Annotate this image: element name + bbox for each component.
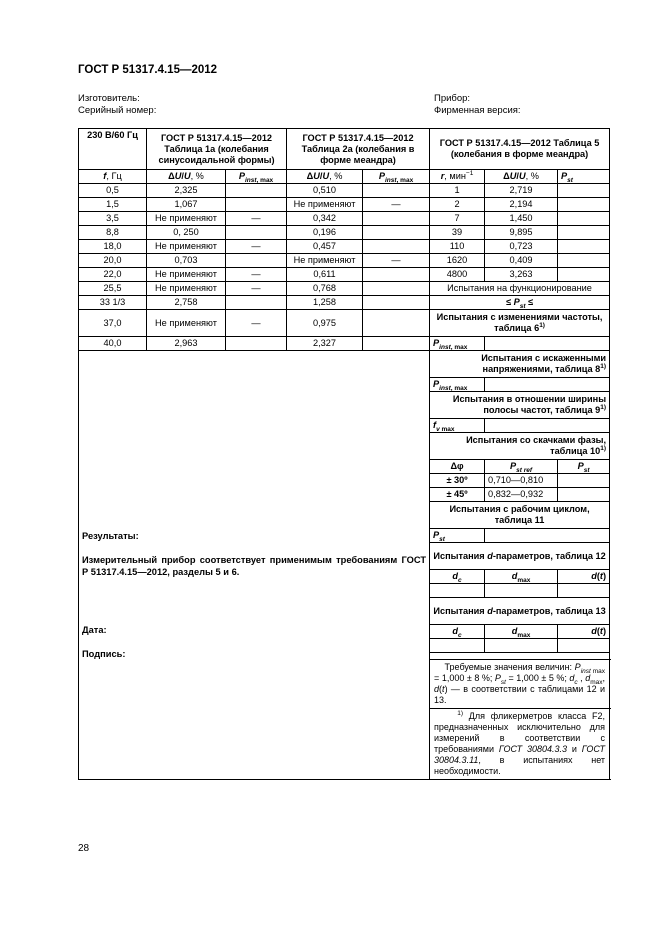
p-inst-2a-cell (363, 226, 430, 240)
du-u-1a-cell: 0,703 (147, 254, 226, 268)
du-u-header-1a: ΔU/U, % (147, 170, 226, 184)
du-u-1a-cell: 0, 250 (147, 226, 226, 240)
p-inst-max-label: $P_{inst, max}$ (430, 337, 485, 351)
dmax-header: $d_{max}$ (485, 625, 558, 639)
table-row (79, 198, 610, 212)
du-u-1a-cell: Не применяют (147, 310, 226, 337)
p-inst-1a-cell (226, 296, 287, 310)
du-u-5-cell: 0,409 (485, 254, 558, 268)
mains-header: 230 В/60 Гц (79, 129, 147, 170)
p-inst-2a-cell (363, 212, 430, 226)
du-u-1a-cell: Не применяют (147, 240, 226, 254)
du-u-header-5: ΔU/U, % (485, 170, 558, 184)
du-u-2a-cell: 0,768 (287, 282, 363, 296)
du-u-1a-cell: 1,067 (147, 198, 226, 212)
signature-label: Подпись: (82, 649, 126, 659)
phase-30-pst (558, 474, 610, 488)
du-u-1a-cell: 2,758 (147, 296, 226, 310)
du-u-5-cell: 2,719 (485, 184, 558, 198)
du-u-1a-cell: 2,325 (147, 184, 226, 198)
f-cell: 20,0 (79, 254, 147, 268)
du-u-5-cell: 0,723 (485, 240, 558, 254)
p-inst-2a-cell: — (363, 198, 430, 212)
p-st-header: $P_{st}$ (558, 170, 610, 184)
f-cell: 1,5 (79, 198, 147, 212)
du-u-2a-cell: 1,258 (287, 296, 363, 310)
fv-max-value (485, 419, 610, 433)
du-u-2a-cell: Не применяют (287, 254, 363, 268)
table-row (79, 337, 610, 351)
phase-45: ± 45º (430, 488, 485, 502)
du-u-2a-cell: 2,327 (287, 337, 363, 351)
p-st-cell (558, 268, 610, 282)
required-values-note: Требуемые значения величин: $P_{inst max} = 1,000 \pm 8$ %; $P_{st} = 1,000 \pm 5$ %; $d_c$ , $d_{max}$, d(t) — в соответствии с таблицами 12 и 13. (430, 660, 610, 709)
dc-value (430, 584, 485, 598)
document-title: ГОСТ Р 51317.4.15—2012 (78, 64, 218, 76)
du-u-header-2a: ΔU/U, % (287, 170, 363, 184)
dt-value (558, 584, 610, 598)
p-inst-1a-cell: — (226, 212, 287, 226)
dmax-header: $d_{max}$ (485, 570, 558, 584)
fv-max-label: $f_{v max}$ (430, 419, 485, 433)
manufacturer-label: Изготовитель: (78, 93, 140, 104)
p-inst-1a-cell (226, 198, 287, 212)
r-cell: 39 (430, 226, 485, 240)
p-inst-2a-cell (363, 268, 430, 282)
table-row (79, 310, 610, 337)
p-st-cell (558, 254, 610, 268)
footnote: $^{1)}$ Для фликерметров класса F2, предназначенных исключительно для измерений в соответствии с требованиями ГОСТ 30804.3.3 и ГОСТ 30804.3.11, в испытаниях нет необходимости. (430, 709, 610, 780)
d-param-test-13: Испытания d-параметров, таблица 13 (430, 598, 610, 625)
f-cell: 40,0 (79, 337, 147, 351)
results-label: Результаты: (82, 531, 139, 541)
test-results-table (78, 128, 610, 780)
p-inst-max-value (485, 378, 610, 392)
pst-header: $P_{st}$ (558, 460, 610, 474)
p-inst-1a-cell: — (226, 240, 287, 254)
subheader-row (79, 170, 610, 184)
f-cell: 8,8 (79, 226, 147, 240)
p-inst-1a-cell (226, 337, 287, 351)
p-st-cell (558, 198, 610, 212)
table-row (79, 184, 610, 198)
pst-label: $P_{st}$ (430, 529, 485, 543)
bandwidth-test: Испытания в отношении ширины полосы частот, таблица 9$^{1)}$ (430, 392, 610, 419)
phase-30: ± 30º (430, 474, 485, 488)
du-u-5-cell: 3,263 (485, 268, 558, 282)
compliance-statement: Измерительный прибор соответствует применимым требованиям ГОСТ Р 51317.4.15—2012, разделы 5 и 6. (82, 555, 427, 577)
du-u-2a-cell: 0,611 (287, 268, 363, 282)
du-u-2a-cell: 0,342 (287, 212, 363, 226)
du-u-1a-cell: Не применяют (147, 212, 226, 226)
du-u-2a-cell: 0,196 (287, 226, 363, 240)
f-cell: 22,0 (79, 268, 147, 282)
header-row (79, 129, 610, 170)
f-cell: 3,5 (79, 212, 147, 226)
f-cell: 25,5 (79, 282, 147, 296)
p-inst-max-header-2a: $P_{inst, max}$ (363, 170, 430, 184)
dc-header: $d_c$ (430, 625, 485, 639)
p-inst-1a-cell (226, 254, 287, 268)
pst-ref-header: $P_{st ref}$ (485, 460, 558, 474)
p-inst-1a-cell: — (226, 310, 287, 337)
r-cell: 110 (430, 240, 485, 254)
p-inst-2a-cell (363, 282, 430, 296)
r-header: r, мин$^{-1}$ (430, 170, 485, 184)
p-inst-max-header-1a: $P_{inst, max}$ (226, 170, 287, 184)
table-row (79, 212, 610, 226)
r-cell: 1 (430, 184, 485, 198)
phase-45-range: 0,832—0,932 (485, 488, 558, 502)
p-inst-1a-cell (226, 184, 287, 198)
du-u-5-cell: 1,450 (485, 212, 558, 226)
f-cell: 18,0 (79, 240, 147, 254)
f-cell: 33 1/3 (79, 296, 147, 310)
phase-30-range: 0,710—0,810 (485, 474, 558, 488)
p-inst-2a-cell (363, 184, 430, 198)
table-row (79, 296, 610, 310)
p-st-cell (558, 184, 610, 198)
table-row (79, 282, 610, 296)
dc-value (430, 639, 485, 653)
p-inst-2a-cell (363, 310, 430, 337)
freq-change-test: Испытания с изменениями частоты, таблица 6$^{1)}$ (430, 310, 610, 337)
p-st-cell (558, 226, 610, 240)
table-row (79, 226, 610, 240)
page-number: 28 (78, 843, 90, 854)
du-u-1a-cell: Не применяют (147, 268, 226, 282)
r-cell: 4800 (430, 268, 485, 282)
distorted-voltage-test: Испытания с искаженными напряжениями, таблица 8$^{1)}$ (430, 351, 610, 378)
f-cell: 0,5 (79, 184, 147, 198)
p-st-cell (558, 240, 610, 254)
table-row (79, 240, 610, 254)
du-u-1a-cell: 2,963 (147, 337, 226, 351)
phase-jump-test: Испытания со скачками фазы, таблица 10$^{1)}$ (430, 433, 610, 460)
r-cell: 1620 (430, 254, 485, 268)
p-inst-2a-cell: — (363, 254, 430, 268)
du-u-2a-cell: 0,457 (287, 240, 363, 254)
p-inst-1a-cell: — (226, 282, 287, 296)
results-area (79, 351, 430, 780)
p-inst-2a-cell (363, 337, 430, 351)
dt-header: d(t) (558, 625, 610, 639)
p-st-cell (558, 212, 610, 226)
p-inst-1a-cell (226, 226, 287, 240)
device-label: Прибор: (434, 93, 471, 104)
du-u-5-cell: 2,194 (485, 198, 558, 212)
du-u-1a-cell: Не применяют (147, 282, 226, 296)
firmware-label: Фирменная версия: (434, 105, 521, 116)
duty-cycle-test: Испытания с рабочим циклом, таблица 11 (430, 502, 610, 529)
p-inst-2a-cell (363, 296, 430, 310)
p-inst-2a-cell (363, 240, 430, 254)
serial-label: Серийный номер: (78, 105, 157, 116)
table-5-header: ГОСТ Р 51317.4.15—2012 Таблица 5 (колебания в форме меандра) (430, 129, 610, 170)
p-inst-1a-cell: — (226, 268, 287, 282)
dt-header: d(t) (558, 570, 610, 584)
phase-45-pst (558, 488, 610, 502)
f-header: f, Гц (79, 170, 147, 184)
delta-phi-header: Δφ (430, 460, 485, 474)
dmax-value (485, 639, 558, 653)
table-2a-header: ГОСТ Р 51317.4.15—2012 Таблица 2а (колебания в форме меандра) (287, 129, 430, 170)
table-row (79, 254, 610, 268)
func-test-label: Испытания на функционирование (430, 282, 610, 296)
date-label: Дата: (82, 625, 107, 635)
p-inst-max-value (485, 337, 610, 351)
table-row (79, 268, 610, 282)
table-1a-header: ГОСТ Р 51317.4.15—2012 Таблица 1а (колебания синусоидальной формы) (147, 129, 287, 170)
pst-bounds: ≤ $P_{st}$ ≤ (430, 296, 610, 310)
r-cell: 2 (430, 198, 485, 212)
du-u-5-cell: 9,895 (485, 226, 558, 240)
dmax-value (485, 584, 558, 598)
f-cell: 37,0 (79, 310, 147, 337)
r-cell: 7 (430, 212, 485, 226)
spacer (430, 653, 610, 660)
p-inst-max-label: $P_{inst, max}$ (430, 378, 485, 392)
dt-value (558, 639, 610, 653)
du-u-2a-cell: 0,510 (287, 184, 363, 198)
dc-header: $d_c$ (430, 570, 485, 584)
du-u-2a-cell: Не применяют (287, 198, 363, 212)
pst-value (485, 529, 610, 543)
du-u-2a-cell: 0,975 (287, 310, 363, 337)
d-param-test-12: Испытания d-параметров, таблица 12 (430, 543, 610, 570)
